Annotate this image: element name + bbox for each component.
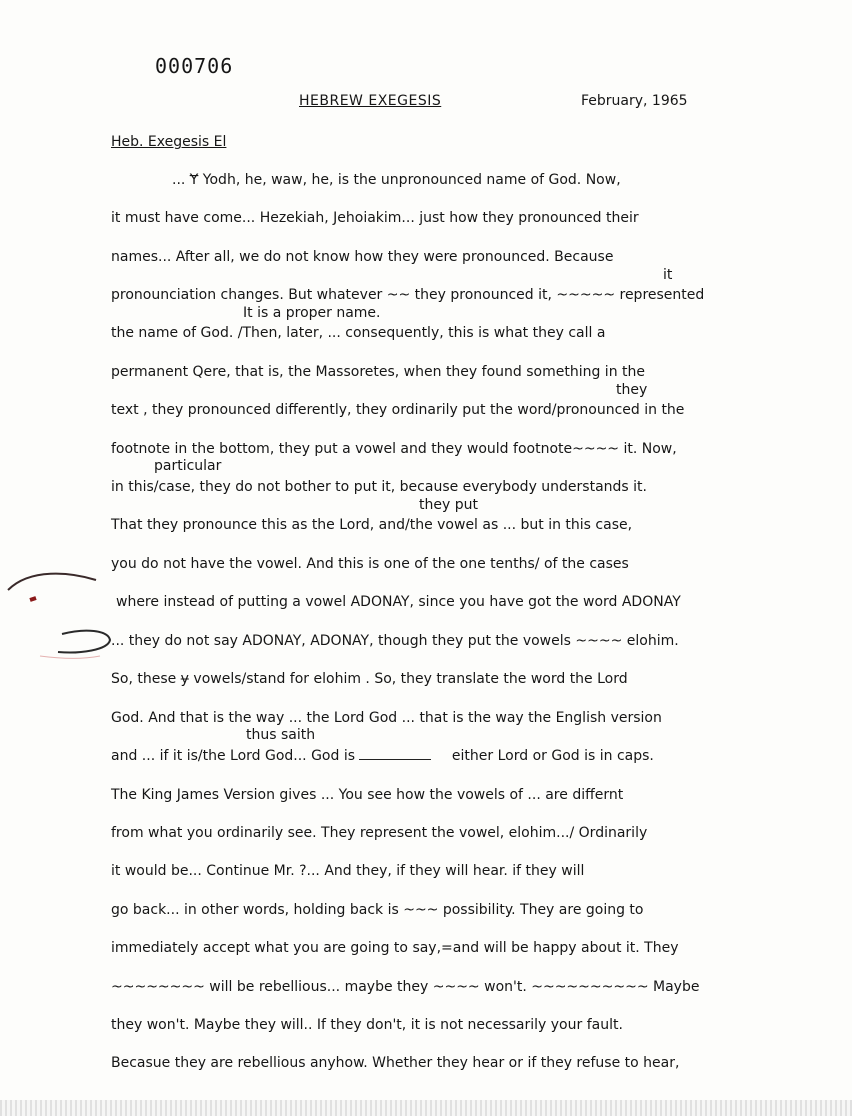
text-line: it must have come... Hezekiah, Jehoiakim... just how they pronounced their <box>111 210 639 226</box>
document-date: February, 1965 <box>581 93 688 109</box>
insertion-text: particular <box>154 458 222 474</box>
text-line: go back... in other words, holding back is ~~~ possibility. They are going to <box>111 902 644 918</box>
text-line: ... they do not say ADONAY, ADONAY, though they put the vowels ~~~~ elohim. <box>111 633 679 649</box>
text-line: permanent Qere, that is, the Massoretes, when they found something in the <box>111 364 645 380</box>
text-line: The King James Version gives ... You see how the vowels of ... are differnt <box>111 787 624 803</box>
document-title: HEBREW EXEGESIS <box>299 93 442 109</box>
text-line: the name of God. /Then, later, ... consequently, this is what they call a <box>111 325 606 341</box>
text-line: it would be... Continue Mr. ?... And they, if they will hear. if they will <box>111 863 585 879</box>
document-number: 000706 <box>155 54 234 78</box>
text-line: ~~~~~~~~ will be rebellious... maybe they ~~~~ won't. ~~~~~~~~~~ Maybe <box>111 979 700 995</box>
text-line: So, these ɏ vowels/stand for elohim . So, they translate the word the Lord <box>111 671 628 687</box>
text-line: you do not have the vowel. And this is one of the one tenths/ of the cases <box>111 556 629 572</box>
blank-line <box>359 747 431 760</box>
text-line: Becasue they are rebellious anyhow. Whether they hear or if they refuse to hear, <box>111 1055 680 1071</box>
margin-pen-mark <box>0 560 120 670</box>
text-line: in this/case, they do not bother to put it, because everybody understands it. <box>111 479 647 495</box>
scan-edge <box>0 1100 852 1116</box>
text-line: from what you ordinarily see. They represent the vowel, elohim.../ Ordinarily <box>111 825 648 841</box>
text-line: God. And that is the way ... the Lord God ... that is the way the English version <box>111 710 662 726</box>
insertion-text: thus saith <box>246 727 316 743</box>
text-line: immediately accept what you are going to say,=and will be happy about it. They <box>111 940 679 956</box>
text-line: pronounciation changes. But whatever ~~ they pronounced it, ~~~~~ represented <box>111 287 705 303</box>
text-line <box>111 746 654 766</box>
insertion-text: it <box>663 267 673 283</box>
text-segment: and ... if it is/the Lord God... God is <box>111 748 356 764</box>
text-line: That they pronounce this as the Lord, and/the vowel as ... but in this case, <box>111 517 633 533</box>
text-line: ... Ɏ Yodh, he, waw, he, is the unpronounced name of God. Now, <box>172 172 621 188</box>
insertion-text: they <box>616 382 648 398</box>
text-segment: either Lord or God is in caps. <box>451 748 654 764</box>
insertion-text: they put <box>419 497 478 513</box>
text-line: they won't. Maybe they will.. If they don't, it is not necessarily your fault. <box>111 1017 623 1033</box>
insertion-text: It is a proper name. <box>243 305 381 321</box>
text-line: where instead of putting a vowel ADONAY, since you have got the word ADONAY <box>116 594 681 610</box>
text-line: text , they pronounced differently, they ordinarily put the word/pronounced in the <box>111 402 685 418</box>
text-line: names... After all, we do not know how they were pronounced. Because <box>111 249 614 265</box>
section-heading: Heb. Exegesis El <box>111 134 227 150</box>
text-line: footnote in the bottom, they put a vowel and they would footnote~~~~ it. Now, <box>111 441 677 457</box>
